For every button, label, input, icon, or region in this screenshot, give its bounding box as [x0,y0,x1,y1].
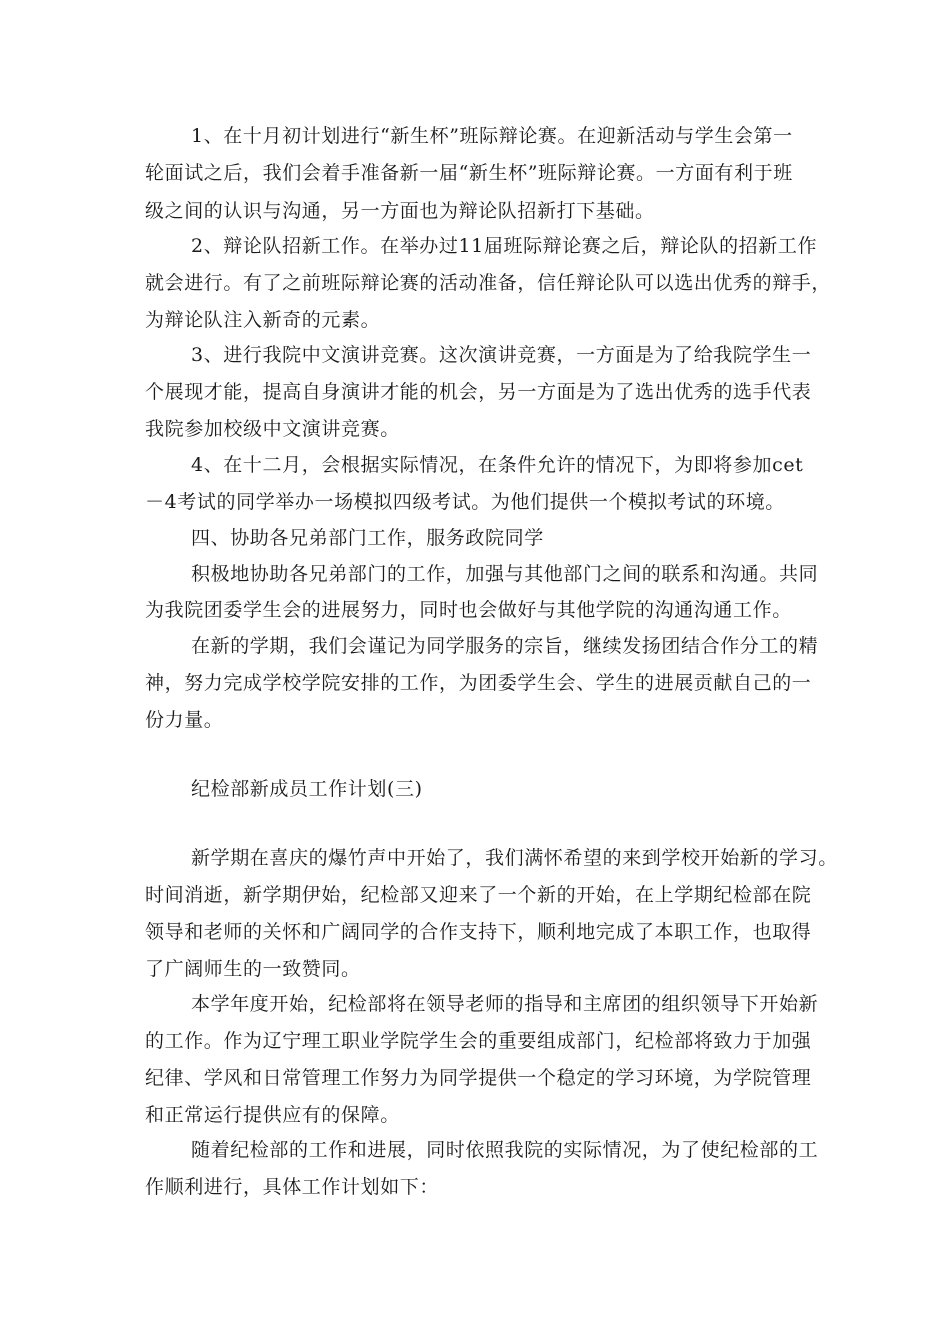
section-heading-four: 四、协助各兄弟部门工作，服务政院同学 [191,527,544,549]
text-line: －4考试的同学举办一场模拟四级考试。为他们提供一个模拟考试的环境。 [145,491,785,513]
text-line: 本学年度开始，纪检部将在领导老师的指导和主席团的组织领导下开始新 [191,993,819,1015]
text-line: 轮面试之后，我们会着手准备新一届“新生杯”班际辩论赛。一方面有利于班 [145,162,793,184]
text-line: 我院参加校级中文演讲竞赛。 [145,418,400,440]
text-line: 1、在十月初计划进行“新生杯”班际辩论赛。在迎新活动与学生会第一 [191,125,793,147]
text-line: 积极地协助各兄弟部门的工作，加强与其他部门之间的联系和沟通。共同 [191,563,819,585]
text-line: 个展现才能，提高自身演讲才能的机会，另一方面是为了选出优秀的选手代表 [145,381,812,403]
text-line: 神，努力完成学校学院安排的工作，为团委学生会、学生的进展贡献自己的一 [145,672,812,694]
text-line: 的工作。作为辽宁理工职业学院学生会的重要组成部门，纪检部将致力于加强 [145,1030,812,1052]
text-line: 领导和老师的关怀和广阔同学的合作支持下，顺利地完成了本职工作，也取得 [145,921,812,943]
text-line: 为我院团委学生会的进展努力，同时也会做好与其他学院的沟通沟通工作。 [145,599,792,621]
text-line: 份力量。 [145,709,224,731]
text-line: 随着纪检部的工作和进展，同时依照我院的实际情况，为了使纪检部的工 [191,1139,819,1161]
text-line: 作顺利进行，具体工作计划如下： [145,1176,440,1198]
text-line: 新学期在喜庆的爆竹声中开始了，我们满怀希望的来到学校开始新的学习。 [191,847,838,869]
text-line: 在新的学期，我们会谨记为同学服务的宗旨，继续发扬团结合作分工的精 [191,635,819,657]
text-line: 了广阔师生的一致赞同。 [145,958,361,980]
section-title: 纪检部新成员工作计划(三) [191,778,423,800]
text-line: 纪律、学风和日常管理工作努力为同学提供一个稳定的学习环境，为学院管理 [145,1067,812,1089]
text-line: 为辩论队注入新奇的元素。 [145,309,381,331]
text-line: 级之间的认识与沟通，另一方面也为辩论队招新打下基础。 [145,200,655,222]
text-line: 3、进行我院中文演讲竞赛。这次演讲竞赛，一方面是为了给我院学生一 [191,344,812,366]
text-line: 时间消逝，新学期伊始，纪检部又迎来了一个新的开始，在上学期纪检部在院 [145,884,812,906]
text-line: 4、在十二月，会根据实际情况，在条件允许的情况下，为即将参加cet [191,454,804,476]
text-line: 2、辩论队招新工作。在举办过11届班际辩论赛之后，辩论队的招新工作 [191,235,818,257]
text-line: 就会进行。有了之前班际辩论赛的活动准备，信任辩论队可以选出优秀的辩手， [145,272,832,294]
text-line: 和正常运行提供应有的保障。 [145,1104,400,1126]
